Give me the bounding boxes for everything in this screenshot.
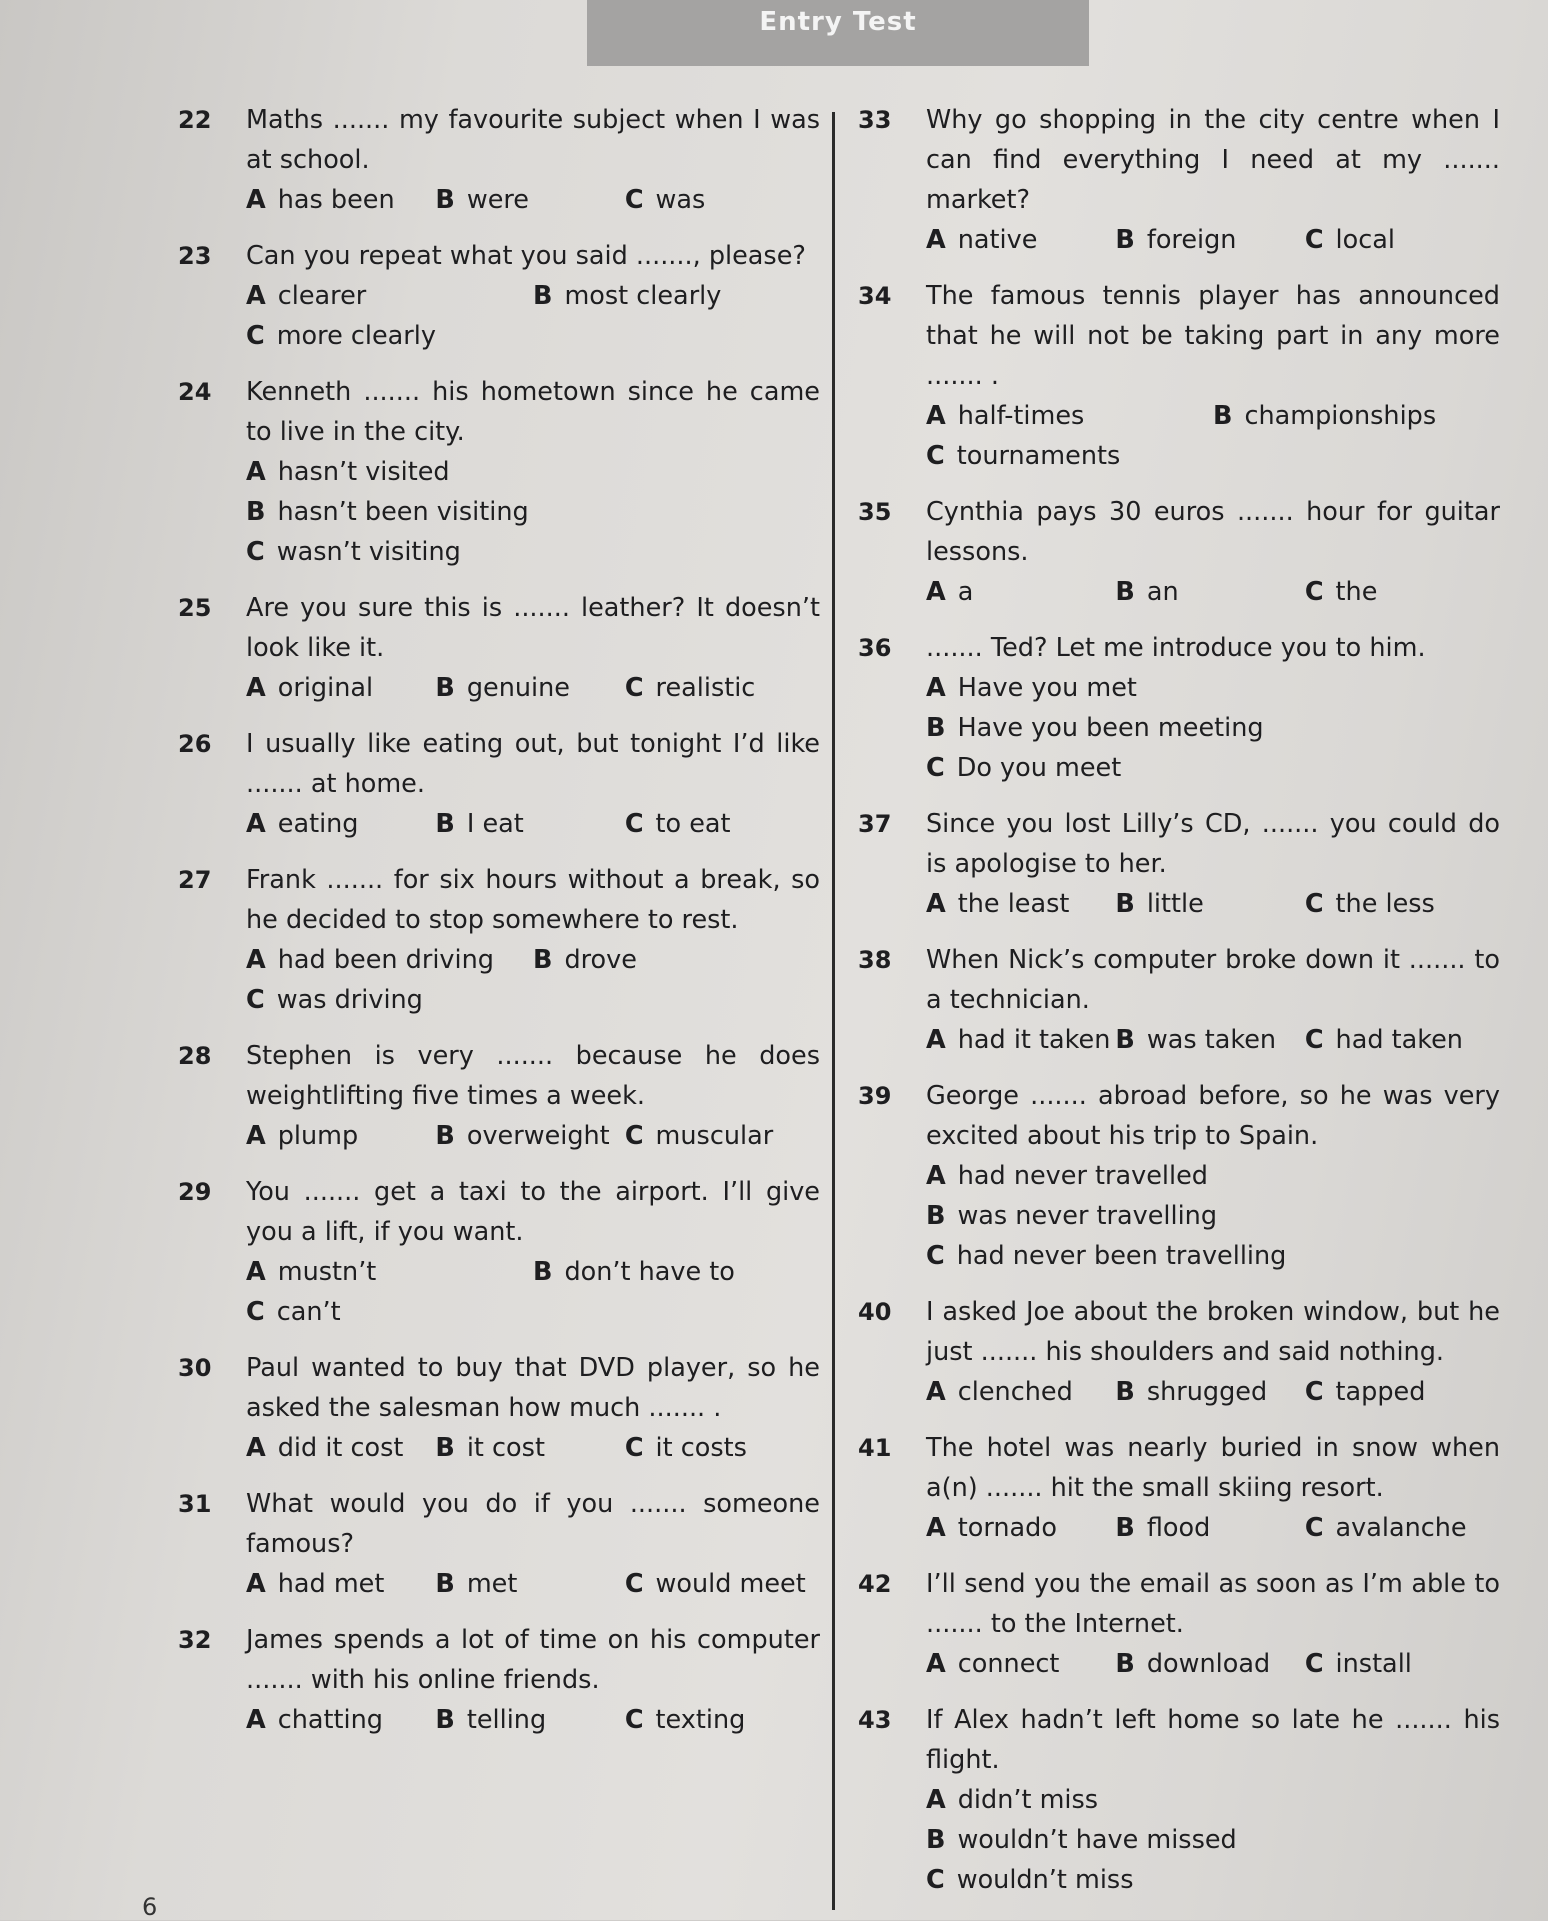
answer-option bbox=[246, 1116, 435, 1156]
question-item bbox=[170, 588, 820, 708]
answer-options bbox=[246, 276, 820, 356]
option-letter: C bbox=[246, 537, 265, 567]
question-stem: The hotel was nearly buried in snow when a(n) ....... hit the small skiing resort. bbox=[926, 1433, 1500, 1503]
answer-option bbox=[625, 668, 814, 708]
option-text: championships bbox=[1244, 401, 1437, 431]
answer-option bbox=[1115, 1644, 1304, 1684]
answer-option bbox=[246, 1428, 435, 1468]
question-stem: Since you lost Lilly’s CD, ....... you could do is apologise to her. bbox=[926, 809, 1500, 879]
option-text: download bbox=[1146, 1649, 1271, 1679]
option-text: wouldn’t have missed bbox=[957, 1825, 1237, 1855]
answer-options bbox=[926, 1020, 1500, 1060]
answer-option bbox=[926, 1860, 1500, 1900]
answer-option bbox=[926, 220, 1115, 260]
option-text: half-times bbox=[957, 401, 1085, 431]
answer-options bbox=[246, 1428, 820, 1468]
option-letter: C bbox=[1304, 577, 1324, 607]
question-item bbox=[850, 628, 1500, 788]
column-divider bbox=[832, 112, 835, 1910]
option-letter: C bbox=[246, 1297, 265, 1327]
option-letter: B bbox=[435, 185, 455, 215]
answer-options bbox=[926, 1372, 1500, 1412]
question-stem: ....... Ted? Let me introduce you to him. bbox=[926, 633, 1426, 663]
option-letter: C bbox=[246, 321, 265, 351]
answer-option bbox=[926, 748, 1500, 788]
option-text: don’t have to bbox=[564, 1257, 735, 1287]
option-letter: A bbox=[246, 457, 266, 487]
question-item bbox=[850, 1076, 1500, 1276]
question-number: 40 bbox=[858, 1298, 892, 1326]
answer-option bbox=[926, 1644, 1115, 1684]
question-stem: Kenneth ....... his hometown since he came to live in the city. bbox=[246, 377, 820, 447]
option-letter: B bbox=[435, 673, 455, 703]
answer-options bbox=[926, 1508, 1500, 1548]
option-letter: B bbox=[1115, 1649, 1135, 1679]
answer-option bbox=[926, 668, 1500, 708]
option-text: most clearly bbox=[564, 281, 722, 311]
question-item bbox=[850, 1700, 1500, 1900]
option-text: the bbox=[1335, 577, 1378, 607]
option-text: a bbox=[957, 577, 974, 607]
question-item bbox=[170, 1620, 820, 1740]
answer-option bbox=[625, 1428, 814, 1468]
option-text: more clearly bbox=[276, 321, 436, 351]
question-number: 22 bbox=[178, 106, 212, 134]
option-text: the less bbox=[1335, 889, 1435, 919]
answer-option bbox=[435, 668, 624, 708]
option-text: flood bbox=[1146, 1513, 1211, 1543]
question-stem: When Nick’s computer broke down it ....... to a technician. bbox=[926, 945, 1500, 1015]
question-number: 26 bbox=[178, 730, 212, 758]
question-stem: James spends a lot of time on his computer ....... with his online friends. bbox=[246, 1625, 820, 1695]
question-number: 39 bbox=[858, 1082, 892, 1110]
answer-option bbox=[926, 1820, 1500, 1860]
question-item bbox=[850, 1564, 1500, 1684]
question-number: 24 bbox=[178, 378, 212, 406]
option-letter: A bbox=[926, 673, 946, 703]
option-letter: A bbox=[926, 1025, 946, 1055]
option-text: had never been travelling bbox=[956, 1241, 1287, 1271]
option-letter: C bbox=[926, 1865, 945, 1895]
option-text: plump bbox=[277, 1121, 359, 1151]
option-letter: A bbox=[926, 1161, 946, 1191]
option-text: didn’t miss bbox=[957, 1785, 1099, 1815]
question-number: 43 bbox=[858, 1706, 892, 1734]
answer-option bbox=[1305, 884, 1494, 924]
answer-option bbox=[435, 1700, 624, 1740]
option-text: tornado bbox=[957, 1513, 1057, 1543]
option-letter: C bbox=[926, 1241, 945, 1271]
question-item bbox=[850, 1292, 1500, 1412]
answer-option bbox=[246, 452, 820, 492]
option-text: texting bbox=[655, 1705, 746, 1735]
question-number: 38 bbox=[858, 946, 892, 974]
option-text: it costs bbox=[655, 1433, 747, 1463]
answer-options bbox=[246, 1116, 820, 1156]
answer-option bbox=[246, 316, 533, 356]
answer-option bbox=[246, 668, 435, 708]
question-number: 27 bbox=[178, 866, 212, 894]
question-stem: Paul wanted to buy that DVD player, so he asked the salesman how much ....... . bbox=[246, 1353, 820, 1423]
answer-option bbox=[435, 1428, 624, 1468]
question-number: 25 bbox=[178, 594, 212, 622]
page-title: Entry Test bbox=[759, 7, 917, 37]
answer-option bbox=[435, 180, 624, 220]
answer-option bbox=[625, 1700, 814, 1740]
option-letter: B bbox=[246, 497, 266, 527]
option-text: muscular bbox=[655, 1121, 774, 1151]
question-item bbox=[170, 1348, 820, 1468]
option-letter: A bbox=[926, 577, 946, 607]
question-stem: Frank ....... for six hours without a break, so he decided to stop somewhere to rest. bbox=[246, 865, 820, 935]
answer-option bbox=[1305, 572, 1494, 612]
option-letter: A bbox=[246, 1569, 266, 1599]
option-letter: B bbox=[926, 713, 946, 743]
option-text: realistic bbox=[655, 673, 756, 703]
option-text: telling bbox=[466, 1705, 547, 1735]
option-letter: C bbox=[624, 673, 644, 703]
option-text: were bbox=[466, 185, 529, 215]
answer-option bbox=[246, 1292, 533, 1332]
option-text: was driving bbox=[276, 985, 423, 1015]
option-letter: C bbox=[1304, 1513, 1324, 1543]
question-stem: What would you do if you ....... someone famous? bbox=[246, 1489, 820, 1559]
answer-option bbox=[533, 1252, 820, 1292]
question-item bbox=[170, 860, 820, 1020]
answer-option bbox=[1213, 396, 1500, 436]
option-letter: B bbox=[1115, 1025, 1135, 1055]
option-text: chatting bbox=[277, 1705, 383, 1735]
option-text: met bbox=[466, 1569, 518, 1599]
question-item bbox=[850, 100, 1500, 260]
option-text: shrugged bbox=[1146, 1377, 1268, 1407]
option-text: genuine bbox=[466, 673, 570, 703]
option-letter: B bbox=[435, 809, 455, 839]
header-tab bbox=[587, 0, 1089, 66]
answer-options bbox=[246, 1700, 820, 1740]
question-number: 28 bbox=[178, 1042, 212, 1070]
answer-option bbox=[926, 1372, 1115, 1412]
option-text: had it taken bbox=[957, 1025, 1111, 1055]
option-text: has been bbox=[277, 185, 395, 215]
answer-options bbox=[926, 396, 1500, 476]
option-text: to eat bbox=[655, 809, 731, 839]
answer-options bbox=[246, 1564, 820, 1604]
option-letter: A bbox=[246, 1705, 266, 1735]
answer-option bbox=[533, 940, 820, 980]
answer-option bbox=[926, 1780, 1500, 1820]
option-text: foreign bbox=[1146, 225, 1237, 255]
option-letter: A bbox=[926, 225, 946, 255]
question-item bbox=[170, 100, 820, 220]
option-letter: C bbox=[1304, 1025, 1324, 1055]
option-letter: C bbox=[624, 1433, 644, 1463]
option-text: Have you been meeting bbox=[957, 713, 1264, 743]
answer-option bbox=[246, 532, 820, 572]
answer-option bbox=[625, 804, 814, 844]
question-stem: If Alex hadn’t left home so late he ....... his flight. bbox=[926, 1705, 1500, 1775]
question-item bbox=[170, 236, 820, 356]
option-letter: A bbox=[246, 673, 266, 703]
answer-option bbox=[1115, 572, 1304, 612]
answer-option bbox=[246, 1700, 435, 1740]
option-text: install bbox=[1335, 1649, 1412, 1679]
option-text: Do you meet bbox=[956, 753, 1122, 783]
option-text: an bbox=[1146, 577, 1179, 607]
answer-option bbox=[246, 940, 533, 980]
answer-options bbox=[246, 804, 820, 844]
answer-options bbox=[926, 220, 1500, 260]
option-text: the least bbox=[957, 889, 1070, 919]
option-letter: A bbox=[926, 1513, 946, 1543]
option-letter: A bbox=[246, 185, 266, 215]
answer-option bbox=[246, 276, 533, 316]
question-number: 42 bbox=[858, 1570, 892, 1598]
option-letter: C bbox=[624, 1705, 644, 1735]
answer-option bbox=[246, 1564, 435, 1604]
option-letter: B bbox=[435, 1433, 455, 1463]
option-text: native bbox=[957, 225, 1038, 255]
option-letter: B bbox=[1115, 889, 1135, 919]
question-number: 36 bbox=[858, 634, 892, 662]
option-text: eating bbox=[277, 809, 359, 839]
answer-options bbox=[926, 1156, 1500, 1276]
option-text: original bbox=[277, 673, 374, 703]
option-text: hasn’t visited bbox=[277, 457, 450, 487]
question-number: 35 bbox=[858, 498, 892, 526]
option-text: connect bbox=[957, 1649, 1060, 1679]
answer-option bbox=[926, 1508, 1115, 1548]
question-stem: The famous tennis player has announced that he will not be taking part in any more ....... . bbox=[926, 281, 1500, 391]
option-letter: A bbox=[246, 1121, 266, 1151]
option-text: had never travelled bbox=[957, 1161, 1208, 1191]
option-letter: A bbox=[926, 401, 946, 431]
answer-options bbox=[926, 884, 1500, 924]
answer-option bbox=[625, 1116, 814, 1156]
question-item bbox=[850, 492, 1500, 612]
question-stem: Stephen is very ....... because he does weightlifting five times a week. bbox=[246, 1041, 820, 1111]
option-letter: C bbox=[624, 809, 644, 839]
option-letter: B bbox=[533, 945, 553, 975]
answer-option bbox=[926, 572, 1115, 612]
answer-option bbox=[1305, 1372, 1494, 1412]
question-stem: Maths ....... my favourite subject when I was at school. bbox=[246, 105, 820, 175]
answer-options bbox=[246, 1252, 820, 1332]
answer-options bbox=[926, 572, 1500, 612]
question-stem: I asked Joe about the broken window, but he just ....... his shoulders and said nothing. bbox=[926, 1297, 1500, 1367]
answer-option bbox=[1115, 1372, 1304, 1412]
option-text: had been driving bbox=[277, 945, 494, 975]
answer-option bbox=[1305, 1644, 1494, 1684]
answer-options bbox=[246, 452, 820, 572]
option-letter: C bbox=[246, 985, 265, 1015]
answer-option bbox=[246, 1252, 533, 1292]
question-item bbox=[170, 372, 820, 572]
question-item bbox=[170, 724, 820, 844]
answer-option bbox=[435, 804, 624, 844]
question-number: 31 bbox=[178, 1490, 212, 1518]
option-letter: B bbox=[533, 1257, 553, 1287]
answer-option bbox=[1115, 1508, 1304, 1548]
option-text: hasn’t been visiting bbox=[277, 497, 529, 527]
answer-option bbox=[246, 180, 435, 220]
option-text: avalanche bbox=[1335, 1513, 1467, 1543]
answer-option bbox=[926, 1156, 1500, 1196]
question-stem: Cynthia pays 30 euros ....... hour for guitar lessons. bbox=[926, 497, 1500, 567]
question-stem: Why go shopping in the city centre when I can find everything I need at my ....... market? bbox=[926, 105, 1500, 215]
option-text: was bbox=[655, 185, 706, 215]
option-text: wouldn’t miss bbox=[956, 1865, 1134, 1895]
question-number: 37 bbox=[858, 810, 892, 838]
question-item bbox=[850, 276, 1500, 476]
option-text: was taken bbox=[1146, 1025, 1277, 1055]
option-text: clenched bbox=[957, 1377, 1073, 1407]
question-stem: George ....... abroad before, so he was very excited about his trip to Spain. bbox=[926, 1081, 1500, 1151]
left-column bbox=[170, 100, 820, 1756]
question-number: 33 bbox=[858, 106, 892, 134]
option-letter: C bbox=[1304, 225, 1324, 255]
answer-option bbox=[1305, 220, 1494, 260]
option-text: tournaments bbox=[956, 441, 1121, 471]
question-number: 34 bbox=[858, 282, 892, 310]
option-letter: B bbox=[1115, 1377, 1135, 1407]
option-letter: B bbox=[533, 281, 553, 311]
option-letter: C bbox=[926, 753, 945, 783]
question-number: 23 bbox=[178, 242, 212, 270]
answer-option bbox=[926, 436, 1213, 476]
option-letter: B bbox=[926, 1825, 946, 1855]
answer-options bbox=[926, 668, 1500, 788]
option-letter: A bbox=[926, 889, 946, 919]
option-text: clearer bbox=[277, 281, 367, 311]
answer-options bbox=[926, 1644, 1500, 1684]
option-text: can’t bbox=[276, 1297, 341, 1327]
question-item bbox=[850, 940, 1500, 1060]
answer-options bbox=[926, 1780, 1500, 1900]
option-letter: C bbox=[926, 441, 945, 471]
answer-options bbox=[246, 940, 820, 1020]
option-text: was never travelling bbox=[957, 1201, 1218, 1231]
answer-option bbox=[625, 180, 814, 220]
question-stem: Are you sure this is ....... leather? It doesn’t look like it. bbox=[246, 593, 820, 663]
option-text: mustn’t bbox=[277, 1257, 377, 1287]
question-number: 30 bbox=[178, 1354, 212, 1382]
option-text: did it cost bbox=[277, 1433, 404, 1463]
option-letter: C bbox=[1304, 1377, 1324, 1407]
right-column bbox=[850, 100, 1500, 1916]
question-stem: I’ll send you the email as soon as I’m able to ....... to the Internet. bbox=[926, 1569, 1500, 1639]
answer-option bbox=[926, 884, 1115, 924]
option-letter: B bbox=[1213, 401, 1233, 431]
option-letter: C bbox=[624, 1121, 644, 1151]
page-number: 6 bbox=[142, 1893, 158, 1921]
answer-option bbox=[1305, 1020, 1494, 1060]
answer-option bbox=[246, 492, 820, 532]
question-number: 29 bbox=[178, 1178, 212, 1206]
option-letter: C bbox=[1304, 1649, 1324, 1679]
option-text: would meet bbox=[655, 1569, 806, 1599]
answer-option bbox=[926, 1020, 1115, 1060]
option-text: little bbox=[1146, 889, 1204, 919]
answer-option bbox=[926, 396, 1213, 436]
answer-options bbox=[246, 180, 820, 220]
answer-option bbox=[926, 1196, 1500, 1236]
option-text: I eat bbox=[466, 809, 524, 839]
option-letter: B bbox=[926, 1201, 946, 1231]
question-item bbox=[850, 804, 1500, 924]
question-item bbox=[170, 1172, 820, 1332]
option-text: drove bbox=[564, 945, 637, 975]
answer-option bbox=[926, 1236, 1500, 1276]
option-letter: A bbox=[246, 809, 266, 839]
question-item bbox=[170, 1036, 820, 1156]
option-letter: A bbox=[926, 1649, 946, 1679]
option-letter: A bbox=[246, 281, 266, 311]
option-letter: A bbox=[246, 1257, 266, 1287]
option-letter: B bbox=[435, 1121, 455, 1151]
question-item bbox=[850, 1428, 1500, 1548]
option-letter: B bbox=[435, 1569, 455, 1599]
option-letter: A bbox=[926, 1785, 946, 1815]
answer-options bbox=[246, 668, 820, 708]
option-letter: B bbox=[435, 1705, 455, 1735]
option-letter: B bbox=[1115, 577, 1135, 607]
answer-option bbox=[1305, 1508, 1494, 1548]
option-text: it cost bbox=[466, 1433, 545, 1463]
option-letter: C bbox=[624, 1569, 644, 1599]
answer-option bbox=[533, 276, 820, 316]
answer-option bbox=[246, 804, 435, 844]
answer-option bbox=[1115, 1020, 1304, 1060]
question-item bbox=[170, 1484, 820, 1604]
answer-option bbox=[625, 1564, 814, 1604]
answer-option bbox=[435, 1116, 624, 1156]
question-number: 41 bbox=[858, 1434, 892, 1462]
question-stem: I usually like eating out, but tonight I’d like ....... at home. bbox=[246, 729, 820, 799]
option-text: had met bbox=[277, 1569, 385, 1599]
question-stem: Can you repeat what you said ......., please? bbox=[246, 241, 806, 271]
option-text: tapped bbox=[1335, 1377, 1426, 1407]
option-letter: C bbox=[1304, 889, 1324, 919]
option-letter: B bbox=[1115, 1513, 1135, 1543]
answer-option bbox=[1115, 884, 1304, 924]
option-text: local bbox=[1335, 225, 1395, 255]
option-text: overweight bbox=[466, 1121, 610, 1151]
question-stem: You ....... get a taxi to the airport. I’ll give you a lift, if you want. bbox=[246, 1177, 820, 1247]
option-text: Have you met bbox=[957, 673, 1137, 703]
option-letter: A bbox=[246, 1433, 266, 1463]
answer-option bbox=[1115, 220, 1304, 260]
answer-option bbox=[435, 1564, 624, 1604]
option-letter: C bbox=[624, 185, 644, 215]
answer-option bbox=[246, 980, 533, 1020]
question-number: 32 bbox=[178, 1626, 212, 1654]
option-letter: A bbox=[246, 945, 266, 975]
option-letter: B bbox=[1115, 225, 1135, 255]
option-text: had taken bbox=[1335, 1025, 1463, 1055]
option-letter: A bbox=[926, 1377, 946, 1407]
option-text: wasn’t visiting bbox=[276, 537, 461, 567]
answer-option bbox=[926, 708, 1500, 748]
